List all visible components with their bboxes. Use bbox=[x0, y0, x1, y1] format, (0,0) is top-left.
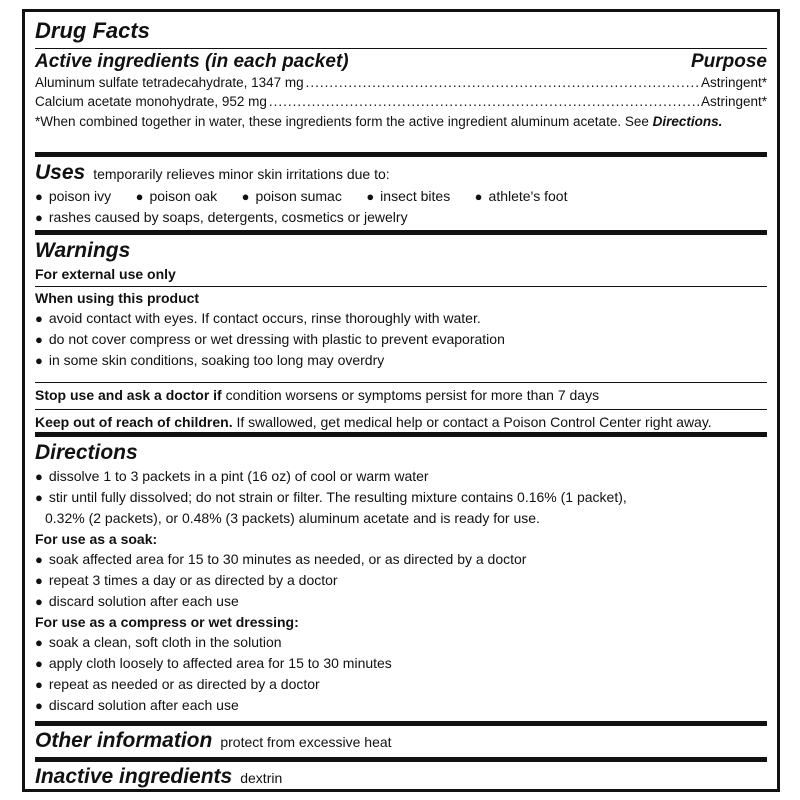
soak-heading: For use as a soak: bbox=[35, 531, 158, 547]
directions-heading: Directions bbox=[35, 441, 138, 464]
compress-heading: For use as a compress or wet dressing: bbox=[35, 614, 299, 630]
list-item: ● dissolve 1 to 3 packets in a pint (16 oz) of cool or warm water bbox=[35, 466, 767, 487]
active-ingredients-heading: Active ingredients (in each packet) bbox=[35, 51, 349, 72]
active-ingredients-note: *When combined together in water, these ingredients form the active ingredient aluminum acetate. See Directions. bbox=[35, 114, 723, 129]
list-item: ● athlete's foot bbox=[475, 186, 568, 207]
list-item: ● stir until fully dissolved; do not strain or filter. The resulting mixture contains 0.16% (1 packet), bbox=[35, 487, 767, 508]
title-section bbox=[35, 12, 767, 48]
directions-section bbox=[35, 432, 767, 721]
directions-reference: Directions. bbox=[652, 114, 723, 129]
other-information-section bbox=[35, 721, 767, 757]
list-item: ● insect bites bbox=[366, 186, 450, 207]
list-item: ● rashes caused by soaps, detergents, cosmetics or jewelry bbox=[35, 207, 767, 228]
uses-list-row bbox=[35, 186, 767, 207]
list-item-continuation: 0.32% (2 packets), or 0.48% (3 packets) aluminum acetate and is ready for use. bbox=[45, 510, 540, 526]
list-item: ● soak a clean, soft cloth in the solution bbox=[35, 632, 767, 653]
ingredient-name: Aluminum sulfate tetradecahydrate, 1347 mg bbox=[35, 75, 304, 90]
list-item: ● poison oak bbox=[136, 186, 218, 207]
active-ingredients-section bbox=[35, 48, 767, 152]
ingredient-purpose: Astringent* bbox=[700, 94, 767, 109]
list-item: ● in some skin conditions, soaking too long may overdry bbox=[35, 350, 767, 371]
inactive-ingredients-heading: Inactive ingredients bbox=[35, 765, 233, 788]
list-item: ● avoid contact with eyes. If contact occurs, rinse thoroughly with water. bbox=[35, 308, 767, 329]
uses-intro: temporarily relieves minor skin irritations due to: bbox=[93, 166, 390, 182]
uses-section bbox=[35, 152, 767, 230]
other-information-heading: Other information bbox=[35, 729, 213, 752]
panel-title: Drug Facts bbox=[35, 18, 150, 43]
inactive-ingredients-section bbox=[35, 757, 767, 787]
list-item: ● discard solution after each use bbox=[35, 695, 767, 716]
uses-heading: Uses bbox=[35, 161, 86, 184]
active-ingredient-row bbox=[35, 73, 767, 92]
list-item: ● repeat 3 times a day or as directed by a doctor bbox=[35, 570, 767, 591]
list-item: ● poison ivy bbox=[35, 186, 111, 207]
when-using-heading: When using this product bbox=[35, 290, 200, 306]
list-item: ● poison sumac bbox=[242, 186, 342, 207]
list-item: ● soak affected area for 15 to 30 minutes as needed, or as directed by a doctor bbox=[35, 549, 767, 570]
other-information-text: protect from excessive heat bbox=[220, 734, 392, 750]
inactive-ingredients-text: dextrin bbox=[240, 770, 283, 786]
warnings-heading: Warnings bbox=[35, 239, 131, 262]
list-item: ● apply cloth loosely to affected area for 15 to 30 minutes bbox=[35, 653, 767, 674]
ingredient-name: Calcium acetate monohydrate, 952 mg bbox=[35, 94, 267, 109]
purpose-heading: Purpose bbox=[690, 51, 767, 72]
drug-facts-panel bbox=[22, 9, 780, 792]
list-item: ● discard solution after each use bbox=[35, 591, 767, 612]
stop-use-statement: Stop use and ask a doctor if condition worsens or symptoms persist for more than 7 days bbox=[35, 382, 767, 409]
active-ingredient-row bbox=[35, 92, 767, 111]
list-item: ● repeat as needed or as directed by a doctor bbox=[35, 674, 767, 695]
external-use-label: For external use only bbox=[35, 266, 176, 282]
list-item: ● do not cover compress or wet dressing with plastic to prevent evaporation bbox=[35, 329, 767, 350]
warnings-section bbox=[35, 230, 767, 432]
ingredient-purpose: Astringent* bbox=[700, 75, 767, 90]
keep-out-of-reach-statement: Keep out of reach of children. If swallowed, get medical help or contact a Poison Control Center right away. bbox=[35, 409, 767, 433]
